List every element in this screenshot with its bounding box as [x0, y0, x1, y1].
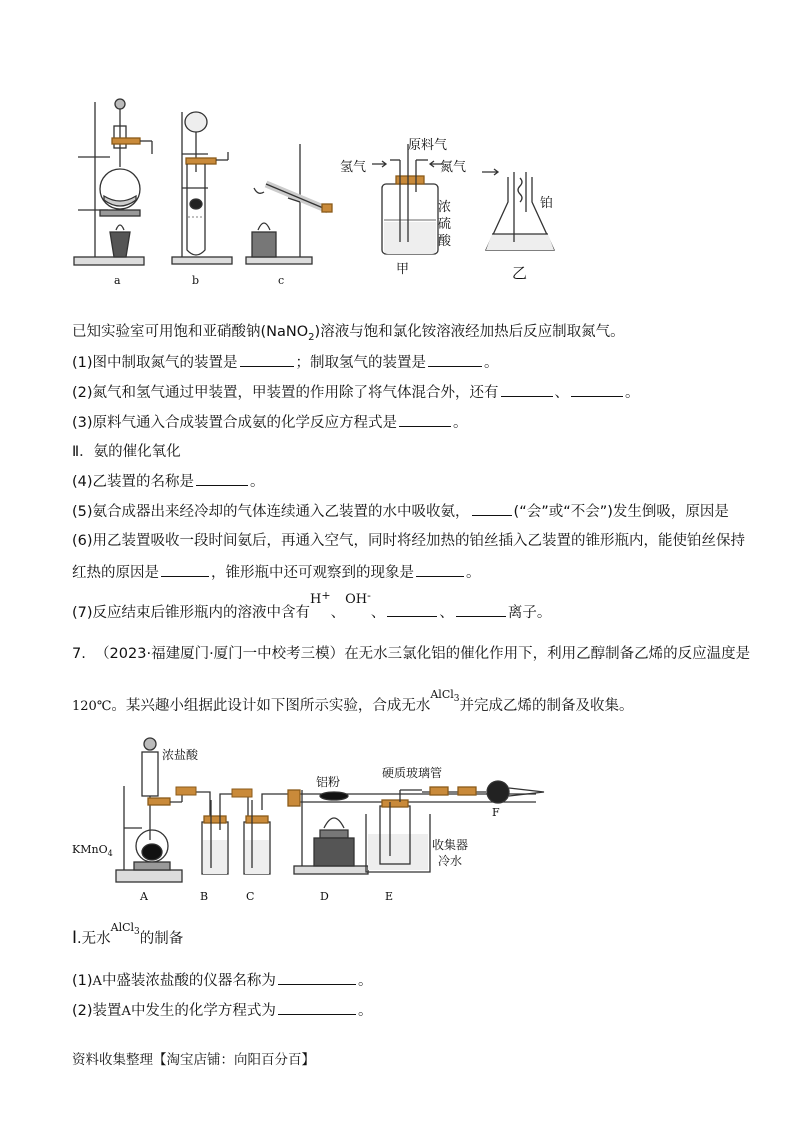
apparatus-figure-1	[60, 92, 580, 292]
caption-D: D	[320, 890, 329, 903]
label-b: b	[192, 274, 200, 287]
alcl3-formula: AlCl3	[110, 921, 140, 938]
intro-line: 已知实验室可用饱和亚硝酸钠(NaNO$_2$)溶液与饱和氯化铵溶液经加热后反应制取氮气。	[72, 324, 625, 343]
apparatus-jia	[372, 144, 444, 254]
question-6: (6)用乙装置吸收一段时间氨后，再通入空气，同时将经加热的铂丝插入乙装置的锥形瓶内，能使铂丝保持	[72, 533, 746, 549]
apparatus-F	[422, 781, 544, 803]
caption-jia: 甲	[396, 262, 410, 277]
ion-h: H+	[310, 589, 331, 607]
answer-blank[interactable]	[456, 602, 506, 617]
question-4: (4)乙装置的名称是 。	[72, 471, 265, 492]
apparatus-a	[74, 99, 152, 265]
label-collector: 收集器	[432, 838, 469, 852]
answer-blank[interactable]	[278, 1000, 356, 1015]
caption-yi: 乙	[512, 264, 528, 282]
label-coldwater: 冷水	[438, 854, 463, 868]
apparatus-figure-2	[66, 730, 626, 910]
label-platinum: 铂	[540, 196, 554, 211]
section-heading-2: Ⅱ．氨的催化氧化	[72, 444, 181, 460]
answer-blank[interactable]	[387, 602, 437, 617]
subquestion-1: (1)A中盛装浓盐酸的仪器名称为 。	[72, 970, 372, 992]
caption-E: E	[385, 890, 394, 903]
label-hcl: 浓盐酸	[162, 748, 199, 762]
problem-7-line-2: 120℃。某兴趣小组据此设计如下图所示实验，合成无水$^{AlCl_3}$并完成乙烯的制备及收集。	[72, 688, 634, 714]
answer-blank[interactable]	[240, 352, 294, 367]
answer-blank[interactable]	[472, 501, 512, 516]
caption-A: A	[140, 890, 148, 903]
subquestion-2: (2)装置A中发生的化学方程式为 。	[72, 1000, 372, 1022]
label-kmno4: KMnO$_4$	[72, 843, 113, 859]
caption-B: B	[200, 890, 209, 903]
ion-oh: OH-	[345, 589, 371, 607]
label-a: a	[114, 274, 121, 287]
question-3: (3)原料气通入合成装置合成氨的化学反应方程式是 。	[72, 412, 468, 433]
apparatus-B	[202, 794, 248, 874]
label-al: 铝粉	[316, 775, 341, 789]
answer-blank[interactable]	[278, 970, 356, 985]
answer-blank[interactable]	[196, 471, 248, 486]
answer-blank[interactable]	[161, 562, 209, 577]
label-F: F	[492, 806, 500, 819]
label-acid-3: 酸	[438, 234, 452, 249]
label-yuanliaoqi: 原料气	[408, 138, 448, 153]
question-2: (2)氮气和氢气通过甲装置，甲装置的作用除了将气体混合外，还有 、 。	[72, 382, 640, 403]
answer-blank[interactable]	[501, 382, 553, 397]
answer-blank[interactable]	[571, 382, 623, 397]
label-acid-2: 硫	[438, 217, 452, 232]
caption-C: C	[246, 890, 255, 903]
apparatus-C	[244, 794, 294, 874]
apparatus-c	[246, 144, 332, 264]
apparatus-b	[172, 112, 232, 264]
label-qingqi: 氢气	[340, 160, 367, 175]
question-7: (7)反应结束后锥形瓶内的溶液中含有H+、OH-、 、 离子。	[72, 589, 552, 621]
answer-blank[interactable]	[428, 352, 482, 367]
answer-blank[interactable]	[399, 412, 451, 427]
question-5: (5)氨合成器出来经冷却的气体连续通入乙装置的水中吸收氨， (“会”或“不会”)发生倒吸，原因是	[72, 501, 729, 522]
label-danqi: 氮气	[440, 160, 467, 175]
question-1: (1)图中制取氮气的装置是 ；制取氢气的装置是 。	[72, 352, 499, 373]
part-1-heading: Ⅰ.无水$^{AlCl_3}$的制备	[72, 921, 184, 948]
label-c: c	[278, 274, 285, 287]
label-tube: 硬质玻璃管	[382, 766, 443, 780]
answer-blank[interactable]	[416, 562, 464, 577]
footer: 资料收集整理【淘宝店铺：向阳百分百】	[72, 1052, 315, 1068]
question-6-cont: 红热的原因是 ，锥形瓶中还可观察到的现象是 。	[72, 562, 481, 583]
problem-7-line-1: 7. （2023·福建厦门·厦门一中校考三模）在无水三氯化铝的催化作用下，利用乙醇制备乙烯的反应温度是	[72, 646, 751, 662]
temperature: 120℃	[72, 699, 112, 714]
label-acid-1: 浓	[438, 200, 452, 215]
alcl3-formula: AlCl3	[430, 688, 460, 705]
